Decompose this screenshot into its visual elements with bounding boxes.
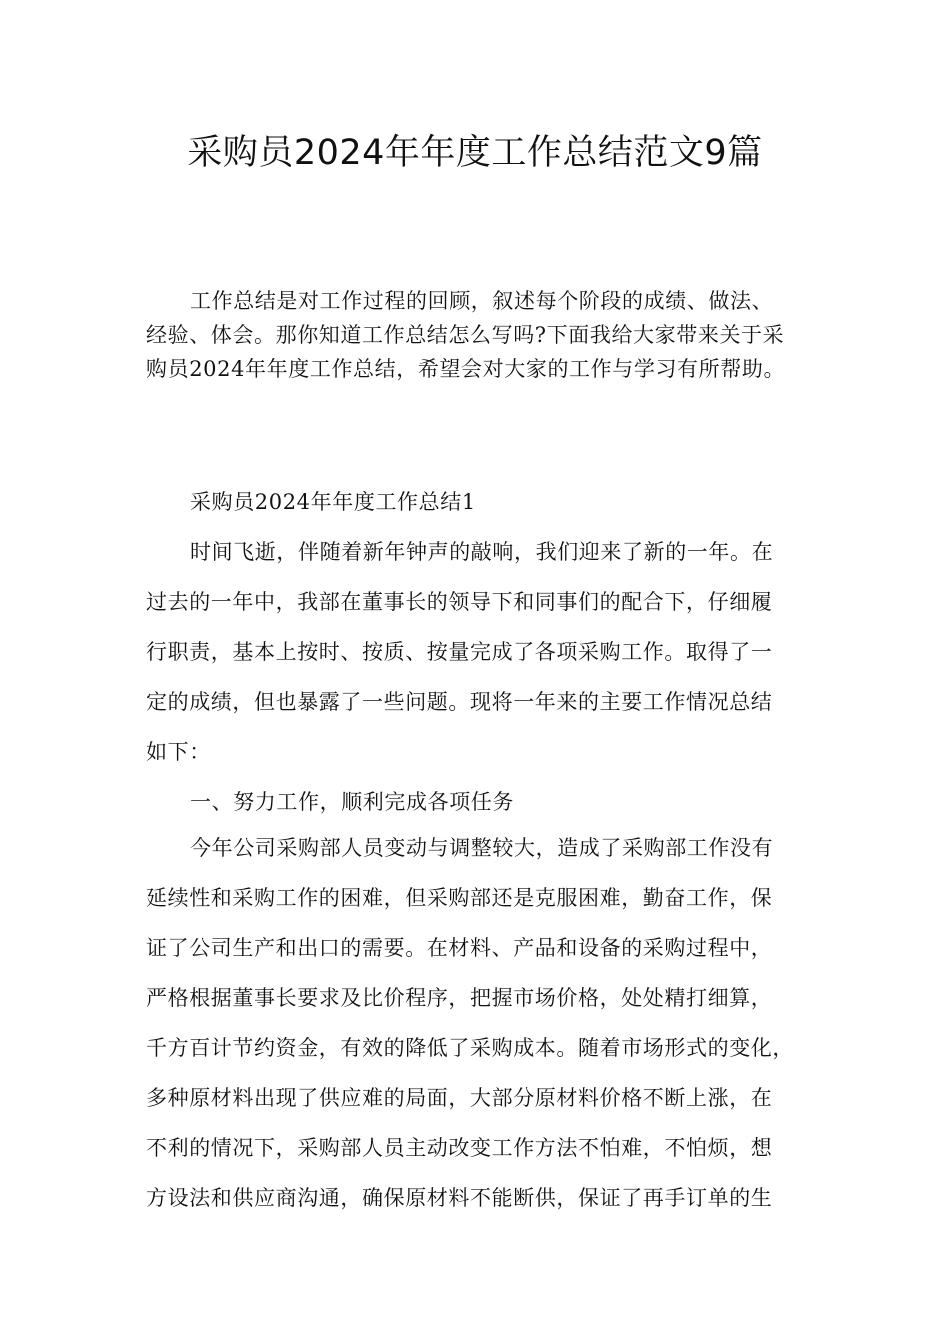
intro-line: 经验、体会。那你知道工作总结怎么写吗?下面我给大家带来关于采 [146, 323, 785, 347]
paragraph-line: 延续性和采购工作的困难，但采购部还是克服困难，勤奋工作，保 [146, 886, 773, 910]
subheading-block [146, 785, 810, 819]
section-heading-block [146, 485, 810, 519]
paragraph-line: 方设法和供应商沟通，确保原材料不能断供，保证了再手订单的生 [146, 1186, 773, 1210]
paragraph-line: 证了公司生产和出口的需要。在材料、产品和设备的采购过程中， [146, 936, 773, 960]
paragraph-line: 定的成绩，但也暴露了一些问题。现将一年来的主要工作情况总结 [146, 690, 773, 714]
paragraph-line: 严格根据董事长要求及比价程序，把握市场价格，处处精打细算， [146, 986, 773, 1010]
section-heading: 采购员2024年年度工作总结1 [190, 490, 476, 514]
intro-line: 工作总结是对工作过程的回顾，叙述每个阶段的成绩、做法、 [190, 289, 774, 313]
document-title: 采购员2024年年度工作总结范文9篇 [187, 133, 763, 173]
paragraph-line: 今年公司采购部人员变动与调整较大，造成了采购部工作没有 [190, 836, 774, 860]
paragraph-line: 行职责，基本上按时、按质、按量完成了各项采购工作。取得了一 [146, 640, 773, 664]
paragraph-2 [146, 831, 810, 1231]
paragraph-line: 时间飞逝，伴随着新年钟声的敲响，我们迎来了新的一年。在 [190, 540, 774, 564]
paragraph-line: 不利的情况下，采购部人员主动改变工作方法不怕难，不怕烦，想 [146, 1136, 773, 1160]
paragraph-1 [146, 535, 810, 785]
paragraph-line: 过去的一年中，我部在董事长的领导下和同事们的配合下，仔细履 [146, 590, 773, 614]
intro-paragraph [146, 284, 810, 386]
subheading: 一、努力工作，顺利完成各项任务 [190, 790, 514, 814]
intro-line: 购员2024年年度工作总结，希望会对大家的工作与学习有所帮助。 [146, 357, 786, 381]
paragraph-line: 多种原材料出现了供应难的局面，大部分原材料价格不断上涨，在 [146, 1086, 773, 1110]
paragraph-line: 千方百计节约资金，有效的降低了采购成本。随着市场形式的变化， [146, 1036, 794, 1060]
paragraph-line: 如下： [146, 740, 211, 764]
